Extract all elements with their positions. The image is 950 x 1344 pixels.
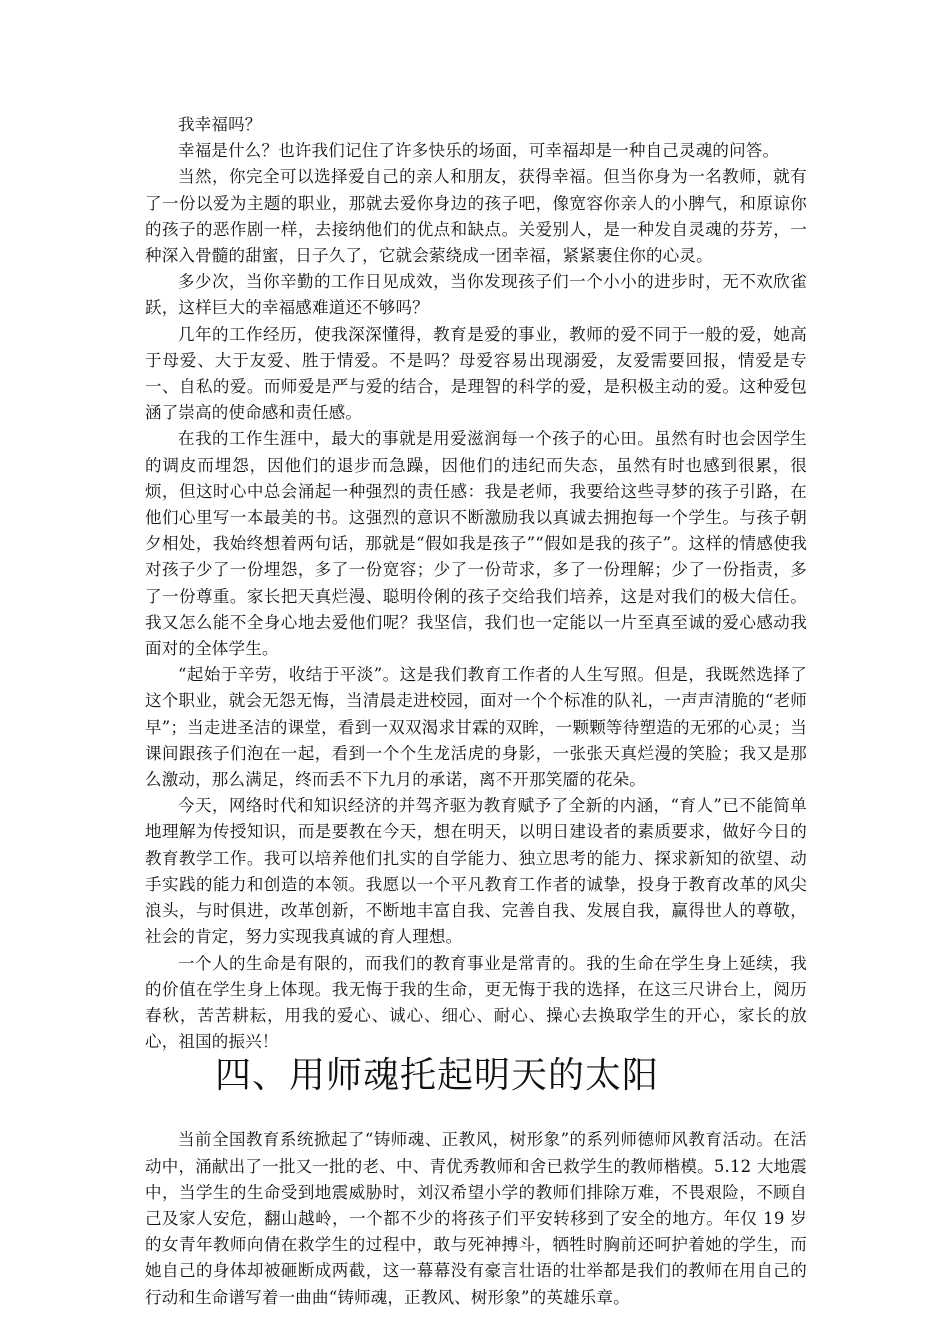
paragraph: 幸福是什么？也许我们记住了许多快乐的场面，可幸福却是一种自己灵魂的问答。 <box>178 141 780 161</box>
paragraph: 一个人的生命是有限的，而我们的教育事业是常青的。我的生命在学生身上延续，我的价值在学生身上体现。我无悔于我的生命，更无悔于我的选择，在这三尺讲台上，阅历春秋，苦苦耕耘，用我的爱心、诚心、细心、耐心、操心去换取学生的开心，家长的放心，祖国的振兴！ <box>145 953 807 1052</box>
paragraph: 多少次，当你辛勤的工作日见成效，当你发现孩子们一个小小的进步时，无不欢欣雀跃，这样巨大的幸福感难道还不够吗？ <box>145 272 807 318</box>
paragraph: “起始于辛劳，收结于平淡”。这是我们教育工作者的人生写照。但是，我既然选择了这个职业，就会无怨无悔，当清晨走进校园，面对一个个标准的队礼，一声声清脆的“老师早”；当走进圣洁的课堂，看到一双双渴求甘霖的双眸，一颗颗等待塑造的无邪的心灵；当课间跟孩子们泡在一起，看到一个个生龙活虎的身影，一张张天真烂漫的笑脸；我又是那么激动，那么满足，终而丢不下九月的承诺，离不开那笑靥的花朵。 <box>145 665 807 790</box>
body-part-2 <box>145 1127 807 1310</box>
document-page <box>145 112 807 1311</box>
paragraph: 当前全国教育系统掀起了“铸师魂、正教风，树形象”的系列师德师风教育活动。在活动中，涌献出了一批又一批的老、中、青优秀教师和舍已救学生的教师楷模。5.12 大地震中，当学生的生命受到地震威胁时，刘汉希望小学的教师们排除万难，不畏艰险，不顾自己及家人安危，翻山越岭，一个都不少的将孩子们平安转移到了安全的地方。年仅 19 岁的女青年教师向倩在救学生的过程中，敢与死神搏斗，牺牲时胸前还呵护着她的学生，而她自己的身体却被砸断成两截，这一幕幕没有豪言壮语的壮举都是我们的教师在用自己的行动和生命谱写着一曲曲“铸师魂，正教风、树形象”的英雄乐章。 <box>145 1130 807 1307</box>
paragraph: 今天，网络时代和知识经济的并驾齐驱为教育赋予了全新的内涵，“育人”已不能简单地理解为传授知识，而是要教在今天，想在明天，以明日建设者的素质要求，做好今日的教育教学工作。我可以培养他们扎实的自学能力、独立思考的能力、探求新知的欲望、动手实践的能力和创造的本领。我愿以一个平凡教育工作者的诚挚，投身于教育改革的风尖浪头，与时俱进，改革创新，不断地丰富自我、完善自我、发展自我，赢得世人的尊敬，社会的肯定，努力实现我真诚的育人理想。 <box>145 796 807 947</box>
paragraph: 我幸福吗？ <box>178 115 262 134</box>
paragraph: 当然，你完全可以选择爱自己的亲人和朋友，获得幸福。但当你身为一名教师，就有了一份以爱为主题的职业，那就去爱你身边的孩子吧，像宽容你亲人的小脾气，和原谅你的孩子的恶作剧一样，去接纳他们的优点和缺点。关爱别人，是一种发自灵魂的芬芳，一种深入骨髓的甜蜜，日子久了，它就会萦绕成一团幸福，紧紧裹住你的心灵。 <box>145 167 807 266</box>
section-heading: 四、用师魂托起明天的太阳 <box>215 1055 660 1097</box>
paragraph: 几年的工作经历，使我深深懂得，教育是爱的事业，教师的爱不同于一般的爱，她高于母爱、大于友爱、胜于情爱。不是吗？母爱容易出现溺爱，友爱需要回报，情爱是专一、自私的爱。而师爱是严与爱的结合，是理智的科学的爱，是积极主动的爱。这种爱包涵了崇高的使命感和责任感。 <box>145 324 807 423</box>
body-part-1 <box>145 112 807 1055</box>
paragraph: 在我的工作生涯中，最大的事就是用爱滋润每一个孩子的心田。虽然有时也会因学生的调皮而埋怨，因他们的退步而急躁，因他们的违纪而失态，虽然有时也感到很累，很烦，但这时心中总会涌起一种强烈的责任感：我是老师，我要给这些寻梦的孩子引路，在他们心里写一本最美的书。这强烈的意识不断激励我以真诚去拥抱每一个学生。与孩子朝夕相处，我始终想着两句话，那就是“假如我是孩子”“假如是我的孩子”。这样的情感使我对孩子少了一份埋怨，多了一份宽容；少了一份苛求，多了一份理解；少了一份指责，多了一份尊重。家长把天真烂漫、聪明伶俐的孩子交给我们培养，这是对我们的极大信任。我又怎么能不全身心地去爱他们呢？我坚信，我们也一定能以一片至真至诚的爱心感动我面对的全体学生。 <box>145 429 807 659</box>
